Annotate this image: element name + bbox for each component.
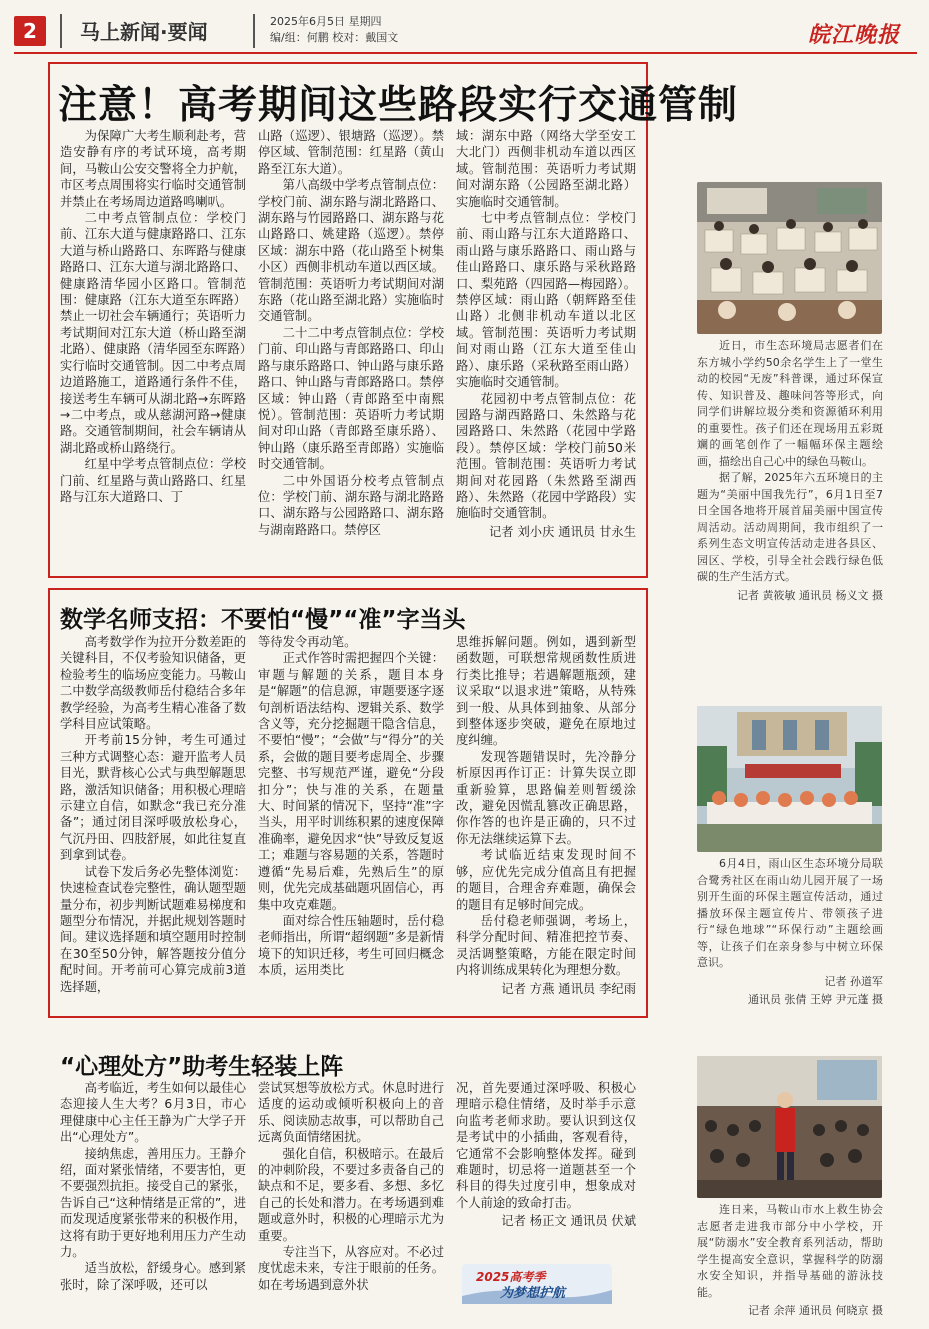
article-math-col-3: 思维拆解问题。例如，遇到新型函数题，可联想常规函数性质进行类比推导；若遇解题瓶颈，建议采取“以退求进”策略，从特殊到一般、从具体到抽象、从部分到整体逐步突破，避免在原地过度纠缠。 发现答题错误时，先冷静分析原因再作订正：计算失误立即重新验算，思路偏差则暂缓涂改，避免因慌乱篡改正确思路，你作答的也许是正确的，只不过你无法继续运算下去。 考试临近结束发现时间不够，应优先完成分值高且有把握的题目，合理舍弃难题，确保会的题目有足够时间完成。 岳付稳老师强调，考场上，科学分配时间、精准把控节奏、灵活调整策略，方能在限定时间内将训练成果转化为理想分数。 记者 方燕 通讯员 李纪雨 — [456, 635, 636, 996]
section-name: 马上新闻·要闻 — [80, 20, 208, 44]
caption-kindergarten: 6月4日，雨山区生态环境分局联合鹭秀社区在雨山幼儿园开展了一场别开生面的环保主题宣传活动，通过播放环保主题宣传片、带领孩子进行“绿色地球”“环保行动”主题绘画等，让孩子们在亲身参与中树立环保意识。 记者 孙道军 通讯员 张倩 王婷 尹元蓬 摄 — [697, 856, 883, 1009]
headline-math: 数学名师支招：不要怕“慢”“准”字当头 — [60, 607, 466, 633]
article-math-col-1: 高考数学作为拉开分数差距的关键科目，不仅考验知识储备，更检验考生的临场应变能力。马鞍山二中数学高级教师岳付稳结合多年教学经验，为高考生精心准备了数学科目应试策略。 开考前15分钟，考生可通过三种方式调整心态：避开监考人员目光，默背核心公式与典型解题思路，激活知识储备；用积极心理暗示建立自信，如默念“我已充分准备”；通过闭目深呼吸放松身心，气沉丹田、四肢舒展，如此往复直到拿到试卷。 试卷下发后务必先整体浏览：快速检查试卷完整性，确认题型题量分布，初步判断试题难易梯度和题型分布情况，并据此规划答题时间。建议选择题和填空题用时控制在30至50分钟，解答题按分值分配时间。开考前可心算完成前3道选择题， — [60, 635, 246, 994]
byline: 记者 杨正文 通讯员 伏斌 — [501, 1214, 636, 1229]
badge-slogan: 为梦想护航 — [500, 1286, 566, 1301]
article-math-col-2: 等待发令再动笔。 正式作答时需把握四个关键：审题与解题的关系，题目本身是“解题”的信息源，审题要逐字逐句剖析语法结构、逻辑关系、数学含义等，充分挖掘题干隐含信息，不要怕“慢”；“会做”与“得分”的关系，会做的题目要考虑周全、步骤完整、书写规范严谨，避免“分段扣分”；快与准的关系，在题量大、时间紧的情况下，坚持“准”字当头，用平时训练积累的速度保障准确率，避免因求“快”导致反复返工；难题与容易题的关系，答题时遵循“先易后难，先熟后生”的原则，优先完成基础题巩固信心，再集中攻克难题。 面对综合性压轴题时，岳付稳老师指出，所谓“超纲题”多是新情境下的知识迁移，考生可回归概念本质，运用类比 — [258, 635, 444, 978]
page-number: 2 — [14, 16, 46, 46]
newspaper-masthead: 皖江晚报 — [808, 22, 901, 48]
byline: 记者 黄筱敏 通讯员 杨义文 摄 — [737, 588, 883, 602]
article-psych-col-1: 高考临近，考生如何以最佳心态迎接人生大考？6月3日，市心理健康中心主任王静为广大学子开出“心理处方”。 接纳焦虑，善用压力。王静介绍，面对紧张情绪，不要害怕，更不要强烈抗拒。接受自己的紧张，告诉自己“这种情绪是正常的”，进而发现适度紧张带来的积极作用，这将有助于更好地利用压力产生动力。 适当放松，舒缓身心。感到紧张时，除了深呼吸，还可以 — [60, 1081, 246, 1292]
byline: 记者 孙道军 — [824, 974, 883, 988]
byline: 记者 方燕 通讯员 李纪雨 — [501, 981, 636, 996]
photo-kindergarten-group — [697, 706, 882, 852]
article-psych-col-2: 尝试冥想等放松方式。休息时进行适度的运动或倾听积极向上的音乐、阅读励志故事，可以帮助自己远离负面情绪困扰。 强化自信，积极暗示。在最后的冲刺阶段，不要过多责备自己的缺点和不足，要多看、多想、多忆自己的长处和潜力。在考场遇到难题或意外时，积极的心理暗示尤为重要。 专注当下，从容应对。不必过度忧虑未来，专注于眼前的任务。如在考场遇到意外状 — [258, 1081, 444, 1292]
photo-classroom-drawings — [697, 182, 882, 334]
header-divider — [253, 14, 255, 48]
caption-water-safety: 连日来，马鞍山市水上救生协会志愿者走进我市部分中小学校，开展“防溺水”安全教育系列活动，帮助学生提高安全意识，掌握科学的防溺水安全知识，并指导基础的游泳技能。 记者 余萍 通讯员 何晓京 摄 — [697, 1202, 883, 1320]
header-rule — [14, 52, 917, 54]
gaokao-badge — [462, 1264, 612, 1304]
badge-year: 2025高考季 — [476, 1270, 546, 1284]
article-traffic-col-3: 域：湖东中路（网络大学至安工大北门）西侧非机动车道以西区域。管制范围：英语听力考试期间对湖东路（公园路至湖北路）实施临时交通管制。 七中考点管制点位：学校门前、雨山路与江东大道路路口、雨山路与康乐路路口、雨山路与佳山路路口、康乐路与采秋路路口、梨苑路（四园路—梅园路）。禁停区域：雨山路（朝辉路至佳山路）北侧非机动车道以北区域。管制范围：英语听力考试期间对雨山路（江东大道至佳山路）、康乐路（采秋路至雨山路）实施临时交通管制。 花园初中考点管制点位：花园路与湖西路路口、朱然路与花园路路口、朱然路（花园中学路段）。禁停区域：学校门前50米范围。管制范围：英语听力考试期间对花园路（朱然路至湖西路）、朱然路（花园中学路段）实施临时交通管制。 记者 刘小庆 通讯员 甘永生 — [456, 129, 636, 539]
issue-date: 2025年6月5日 星期四 — [270, 15, 382, 28]
caption-classroom: 近日，市生态环境局志愿者们在东方城小学约50余名学生上了一堂生动的校园“无废”科普课，通过环保宣传、知识普及、趣味问答等形式，向同学们讲解垃圾分类和资源循环利用的重要性。孩子们还在现场用五彩斑斓的画笔创作了一幅幅环保主题绘画，描绘出自己心中的绿色马鞍山。 据了解，2025年六五环境日的主题为“美丽中国我先行”，6月1日至7日全国各地将开展首届美丽中国宣传周活动。活动周期间，我市组织了一系列生态文明宣传活动走进各县区、园区、学校，引导全社会践行绿色低碳的生产生活方式。 记者 黄筱敏 通讯员 杨义文 摄 — [697, 338, 883, 604]
page-header — [0, 0, 929, 52]
photo-water-safety-lecture — [697, 1056, 882, 1198]
article-traffic-col-2: 山路（巡逻）、银塘路（巡逻）。禁停区域、管制范围：红星路（黄山路至江东大道）。 第八高级中学考点管制点位：学校门前、湖东路与湖北路路口、湖东路与竹园路路口、湖东路与花山路路口、姚建路（巡逻）。禁停区域：湖东中路（花山路至卜树集小区）西侧非机动车道以西区域。管制范围：英语听力考试期间对湖东路（花山路至湖北路）实施临时交通管制。 二十二中考点管制点位：学校门前、印山路与青郎路路口、印山路与康乐路路口、钟山路与康乐路路口、钟山路与青郎路路口。禁停区域：钟山路（青郎路至中南熙悦）。管制范围：英语听力考试期间对印山路（青郎路至康乐路）、钟山路（康乐路至青郎路）实施临时交通管制。 二中外国语分校考点管制点位：学校门前、湖东路与湖北路路口、湖东路与公园路路口、湖东路与湖南路路口。禁停区 — [258, 129, 444, 537]
byline: 记者 刘小庆 通讯员 甘永生 — [489, 524, 636, 539]
editor-credits: 编/组：何鹏 校对：戴国文 — [270, 31, 399, 44]
header-divider — [60, 14, 62, 48]
article-psych-col-3: 况，首先要通过深呼吸、积极心理暗示稳住情绪，及时举手示意向监考老师求助。要认识到这仅是考试中的小插曲，客观看待，它通常不会影响整体发挥。碰到难题时，切忌将一道题甚至一个科目的得失过度引申，想象成对个人前途的致命打击。 记者 杨正文 通讯员 伏斌 — [456, 1081, 636, 1229]
headline-psychology: “心理处方”助考生轻装上阵 — [60, 1054, 344, 1080]
article-traffic-col-1: 为保障广大考生顺利赴考，营造安静有序的考试环境，高考期间，马鞍山公安交警将全力护航，市区考点周围将实行临时交通管制并禁止在考场周边道路鸣喇叭。 二中考点管制点位：学校门前、江东大道与健康路路口、江东大道与桥山路路口、东晖路与健康路路口、江东大道与湖北路路口、健康路清华园小区路口。管制范围：健康路（江东大道至东晖路）禁止一切社会车辆通行；英语听力考试期间对江东大道（桥山路至湖北路）、健康路（清华园至东晖路）实行临时交通管制。因二中考点周边道路施工，道路通行条件不佳，接送考生车辆可从湖北路→东晖路→二中考点，或从慈湖河路→健康路。交通管制期间，社会车辆请从湖北路或桥山路绕行。 红星中学考点管制点位：学校门前、红星路与黄山路路口、红星路与江东大道路口、丁 — [60, 129, 246, 504]
byline: 通讯员 张倩 王婷 尹元蓬 摄 — [748, 993, 883, 1006]
headline-traffic: 注意！高考期间这些路段实行交通管制 — [58, 83, 739, 128]
byline: 记者 余萍 通讯员 何晓京 摄 — [748, 1304, 883, 1317]
